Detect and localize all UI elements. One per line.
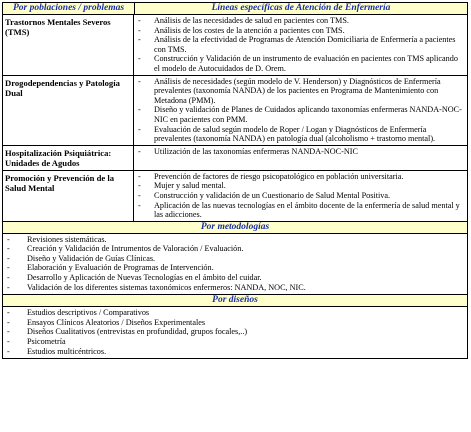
table-row — [2, 15, 468, 76]
list-item: - Revisiones sistemáticas. — [5, 235, 465, 245]
research-lines-table — [2, 2, 468, 359]
header-populations: Por poblaciones / problemas — [2, 2, 134, 15]
table-row — [2, 171, 468, 222]
row-label: Trastornos Mentales Severos (TMS) — [3, 15, 134, 75]
row-label: Drogodependencias y Patología Dual — [3, 76, 134, 145]
section-header-methodologies: Por metodologías — [2, 222, 468, 234]
list-item: - Elaboración y Evaluación de Programas de Intervención. — [5, 263, 465, 273]
table-row — [2, 146, 468, 171]
list-item: - Evaluación de salud según modelo de Roper / Logan y Diagnósticos de Enfermería prevalentes (taxonomía NANDA) en patología dual (alcoholismo + trastorno mental). — [136, 125, 465, 144]
header-specific-lines: Líneas específicas de Atención de Enfermería — [134, 2, 468, 15]
row-items-list — [136, 172, 465, 220]
row-items-list — [136, 147, 465, 157]
designs-block — [2, 307, 468, 359]
list-item: - Desarrollo y Aplicación de Nuevas Tecnologías en el ámbito del cuidar. — [5, 273, 465, 283]
table-header-row — [2, 2, 468, 15]
list-item: - Construcción y validación de un Cuestionario de Salud Mental Positiva. — [136, 191, 465, 201]
table-row — [2, 76, 468, 146]
list-item: - Aplicación de las nuevas tecnologías en el ámbito docente de la enfermería de salud mental y las adicciones. — [136, 201, 465, 220]
list-item: - Construcción y Validación de un instrumento de evaluación en pacientes con TMS aplicando el modelo de Autocuidados de D. Orem. — [136, 54, 465, 73]
row-label: Promoción y Prevención de la Salud Mental — [3, 171, 134, 221]
designs-list — [5, 308, 465, 356]
list-item: - Diseño y validación de Planes de Cuidados aplicando taxonomías enfermeras NANDA-NOC-NIC en pacientes con PMM. — [136, 105, 465, 124]
list-item: - Diseños Cualitativos (entrevistas en profundidad, grupos focales,..) — [5, 327, 465, 337]
list-item: - Utilización de las taxonomías enfermeras NANDA-NOC-NIC — [136, 147, 465, 157]
list-item: - Diseño y Validación de Guías Clínicas. — [5, 254, 465, 264]
list-item: - Validación de los diferentes sistemas taxonómicos enfermeros: NANDA, NOC, NIC. — [5, 283, 465, 293]
row-items-list — [136, 16, 465, 74]
row-label: Hospitalización Psiquiátrica: Unidades de Agudos — [3, 146, 134, 170]
list-item: - Ensayos Clínicos Aleatorios / Diseños Experimentales — [5, 318, 465, 328]
methodologies-list — [5, 235, 465, 293]
list-item: - Prevención de factores de riesgo psicopatológico en población universitaria. — [136, 172, 465, 182]
list-item: - Análisis de necesidades (según modelo de V. Henderson) y Diagnósticos de Enfermería prevalentes (taxonomía NANDA) de los pacientes en Programa de Mantenimiento con Metadona (PMM). — [136, 77, 465, 106]
list-item: - Análisis de los costes de la atención a pacientes con TMS. — [136, 26, 465, 36]
list-item: - Psicometría — [5, 337, 465, 347]
list-item: - Análisis de la efectividad de Programas de Atención Domiciliaria de Enfermería a pacientes con TMS. — [136, 35, 465, 54]
list-item: - Creación y Validación de Intrumentos de Valoración / Evaluación. — [5, 244, 465, 254]
list-item: - Estudios multicéntricos. — [5, 347, 465, 357]
row-items-list — [136, 77, 465, 144]
list-item: - Mujer y salud mental. — [136, 181, 465, 191]
section-header-designs: Por diseños — [2, 295, 468, 307]
list-item: - Estudios descriptivos / Comparativos — [5, 308, 465, 318]
methodologies-block — [2, 234, 468, 296]
list-item: - Análisis de las necesidades de salud en pacientes con TMS. — [136, 16, 465, 26]
